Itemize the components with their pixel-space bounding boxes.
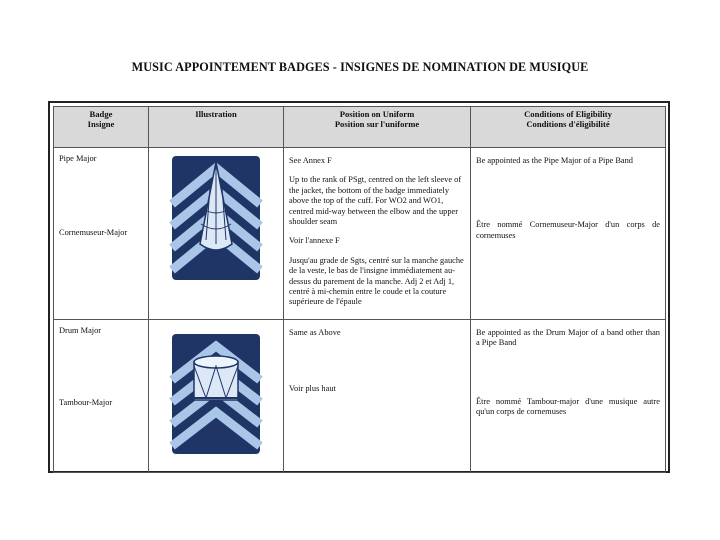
pipe-major-chevron-bagpipe-icon <box>156 148 276 288</box>
badges-table <box>53 106 666 473</box>
position-text: Same as Above <box>289 327 341 337</box>
header-position-fr: Position sur l'uniforme <box>334 119 420 129</box>
page-title: MUSIC APPOINTEMENT BADGES - INSIGNES DE NOMINATION DE MUSIQUE <box>131 60 589 74</box>
illustration-cell <box>149 319 284 472</box>
badges-table-frame <box>48 101 670 473</box>
table-header-row <box>54 107 666 148</box>
badge-name-en: Pipe Major <box>59 154 97 163</box>
badge-name-cell <box>54 148 149 320</box>
condition-text: Être nommé Tambour-major d'une musique autre qu'un corps de cornemuses <box>476 396 660 417</box>
position-text: Up to the rank of PSgt, centred on the left sleeve of the jacket, the bottom of the badge immediately above the top of the cuff. For WO2 and WO1, centred mid-way between the elbow and the upper shoulder seam <box>289 175 462 227</box>
header-conditions-en: Conditions of Eligibility <box>524 109 612 119</box>
conditions-cell <box>471 148 666 320</box>
header-badge-en: Badge <box>89 109 113 119</box>
position-text: Voir plus haut <box>289 384 336 394</box>
header-position <box>284 107 471 148</box>
header-conditions-fr: Conditions d'éligibilité <box>526 119 610 129</box>
header-position-en: Position on Uniform <box>339 109 415 119</box>
position-text: Jusqu'au grade de Sgts, centré sur la manche gauche de la veste, le bas de l'insigne immédiatement au-dessus du parement de la manche. Adj 2 et Adj 1, centré à mi-chemin entre le coude et la couture supérieure de l'épaule <box>289 255 464 307</box>
header-illustration <box>149 107 284 148</box>
condition-text: Be appointed as the Pipe Major of a Pipe Band <box>476 156 633 165</box>
conditions-cell <box>471 319 666 472</box>
position-text: Voir l'annexe F <box>289 236 340 246</box>
header-badge-fr: Insigne <box>87 119 115 129</box>
illustration-cell <box>149 148 284 320</box>
position-text: See Annex F <box>289 156 332 165</box>
header-illustration-en: Illustration <box>195 109 237 119</box>
condition-text: Être nommé Cornemuseur-Major d'un corps de cornemuses <box>476 220 660 240</box>
table-row <box>54 319 666 472</box>
position-cell <box>284 319 471 472</box>
badge-name-fr: Cornemuseur-Major <box>59 228 128 237</box>
position-cell <box>284 148 471 320</box>
drum-major-chevron-drum-icon <box>156 320 276 460</box>
badge-name-en: Drum Major <box>59 325 102 335</box>
table-row <box>54 148 666 320</box>
condition-text: Be appointed as the Drum Major of a band other than a Pipe Band <box>476 327 660 348</box>
header-conditions <box>471 107 666 148</box>
header-badge <box>54 107 149 148</box>
badge-name-cell <box>54 319 149 472</box>
badge-name-fr: Tambour-Major <box>59 397 113 407</box>
